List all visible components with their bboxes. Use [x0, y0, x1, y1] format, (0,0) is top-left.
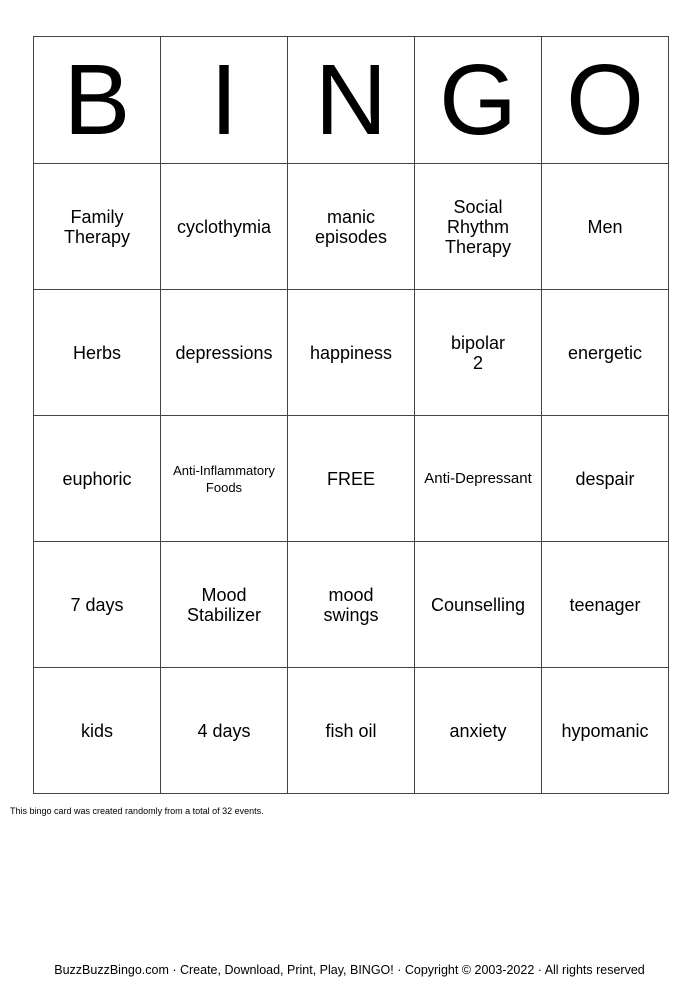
header-letter-o: O — [542, 37, 669, 164]
card-cell: Herbs — [34, 290, 161, 416]
free-cell: FREE — [288, 416, 415, 542]
card-cell: cyclothymia — [161, 164, 288, 290]
header-letter-g: G — [415, 37, 542, 164]
card-cell: 7 days — [34, 542, 161, 668]
card-cell: Family Therapy — [34, 164, 161, 290]
header-letter-b: B — [34, 37, 161, 164]
card-cell: Men — [542, 164, 669, 290]
card-cell: Counselling — [415, 542, 542, 668]
card-cell: Anti-Depressant — [415, 416, 542, 542]
card-cell: mood swings — [288, 542, 415, 668]
card-cell: teenager — [542, 542, 669, 668]
header-row — [34, 37, 669, 164]
card-cell: fish oil — [288, 668, 415, 794]
header-letter-i: I — [161, 37, 288, 164]
card-row-4 — [34, 542, 669, 668]
card-cell: euphoric — [34, 416, 161, 542]
header-letter-n: N — [288, 37, 415, 164]
card-cell: manic episodes — [288, 164, 415, 290]
card-cell: hypomanic — [542, 668, 669, 794]
card-cell: Anti-Inflammatory Foods — [161, 416, 288, 542]
card-cell: despair — [542, 416, 669, 542]
card-row-3 — [34, 416, 669, 542]
card-cell: bipolar 2 — [415, 290, 542, 416]
card-cell: 4 days — [161, 668, 288, 794]
card-cell: kids — [34, 668, 161, 794]
card-cell: energetic — [542, 290, 669, 416]
footer-text: BuzzBuzzBingo.com · Create, Download, Print, Play, BINGO! · Copyright © 2003-2022 · All rights reserved — [54, 963, 645, 977]
card-cell: Social Rhythm Therapy — [415, 164, 542, 290]
bingo-card — [33, 36, 669, 794]
card-row-2 — [34, 290, 669, 416]
card-cell: depressions — [161, 290, 288, 416]
card-cell: anxiety — [415, 668, 542, 794]
card-note: This bingo card was created randomly from a total of 32 events. — [10, 806, 264, 816]
card-cell: Mood Stabilizer — [161, 542, 288, 668]
card-row-1 — [34, 164, 669, 290]
card-cell: happiness — [288, 290, 415, 416]
card-row-5 — [34, 668, 669, 794]
